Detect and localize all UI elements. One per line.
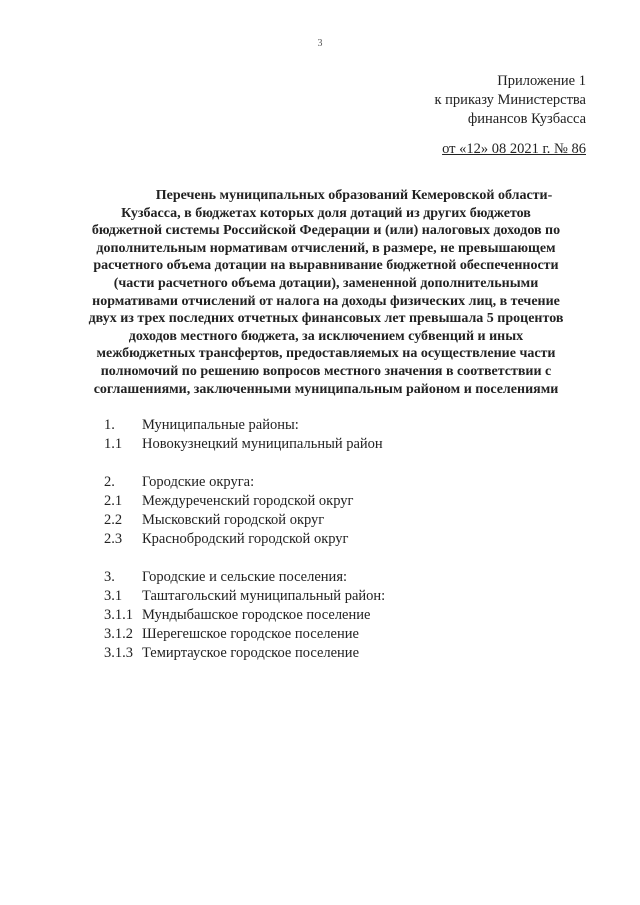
list-item (104, 473, 385, 492)
list-item-number: 3.1.1 (104, 607, 133, 623)
list-item-text: Мысковский городской округ (142, 512, 325, 528)
list-item-number: 2.2 (104, 512, 123, 528)
appendix-line: Приложение 1 (497, 73, 586, 89)
list-item (104, 511, 385, 530)
list-item-number: 3.1 (104, 588, 123, 604)
title-line: Кузбасса, в бюджетах которых доля дотаций из других бюджетов (121, 205, 531, 221)
list-item (104, 587, 385, 606)
list-item (104, 568, 385, 587)
list-item-number: 3.1.3 (104, 645, 133, 661)
title-line: бюджетной системы Российской Федерации и (или) налоговых доходов по (91, 223, 561, 239)
title-line: межбюджетных трансфертов, предоставляемых на осуществление части (96, 346, 556, 362)
page-number: 3 (317, 38, 323, 49)
list-item-text: Городские округа: (142, 474, 255, 490)
list-item (104, 644, 385, 663)
list-item-text: Мундыбашское городское поселение (142, 607, 371, 623)
list-item-text: Муниципальные районы: (142, 417, 299, 433)
appendix-line: к приказу Министерства (434, 92, 586, 108)
list-item-number: 1.1 (104, 436, 123, 452)
list-item-number: 1. (104, 417, 115, 433)
list-item-text: Краснобродский городской округ (142, 531, 349, 547)
list-item-number: 2.3 (104, 531, 123, 547)
list-item (104, 435, 385, 454)
list-item (104, 625, 385, 644)
appendix-header (435, 72, 587, 129)
title-line: двух из трех последних отчетных финансовых лет превышала 5 процентов (88, 311, 564, 327)
order-reference: от «12» 08 2021 г. № 86 (442, 141, 586, 157)
title-line: (части расчетного объема дотации), замененной дополнительными (113, 275, 539, 291)
appendix-line: финансов Кузбасса (467, 111, 586, 127)
list-item (104, 606, 385, 625)
list-item-text: Темиртауское городское поселение (142, 645, 360, 661)
title-line: дополнительным нормативам отчислений, в размере, не превышающем (96, 240, 556, 256)
list-item (104, 416, 385, 435)
document-title (68, 187, 584, 398)
title-line: полномочий по решению вопросов местного значения в соответствии с (100, 363, 552, 379)
list-group-municipal-districts (104, 416, 385, 454)
list-item-number: 2.1 (104, 493, 123, 509)
list-item-text: Таштагольский муниципальный район: (142, 588, 386, 604)
list-item-text: Новокузнецкий муниципальный район (142, 436, 383, 452)
list-group-settlements (104, 568, 385, 663)
list-item-number: 3.1.2 (104, 626, 133, 642)
list-item (104, 530, 385, 549)
title-line: доходов местного бюджета, за исключением субвенций и иных (128, 328, 524, 344)
title-line: соглашениями, заключенными муниципальным районом и поселениями (93, 381, 559, 397)
list-item-number: 3. (104, 569, 115, 585)
municipality-list (104, 416, 385, 682)
title-line: Перечень муниципальных образований Кемеровской области- (155, 188, 553, 203)
list-item-text: Городские и сельские поселения: (142, 569, 348, 585)
list-group-urban-districts (104, 473, 385, 549)
title-line: расчетного объема дотации на выравнивание бюджетной обеспеченности (93, 258, 559, 274)
list-item-text: Междуреченский городской округ (142, 493, 354, 509)
list-item-number: 2. (104, 474, 115, 490)
list-item-text: Шерегешское городское поселение (142, 626, 359, 642)
title-line: нормативами отчислений от налога на доходы физических лиц, в течение (92, 293, 560, 309)
list-item (104, 492, 385, 511)
